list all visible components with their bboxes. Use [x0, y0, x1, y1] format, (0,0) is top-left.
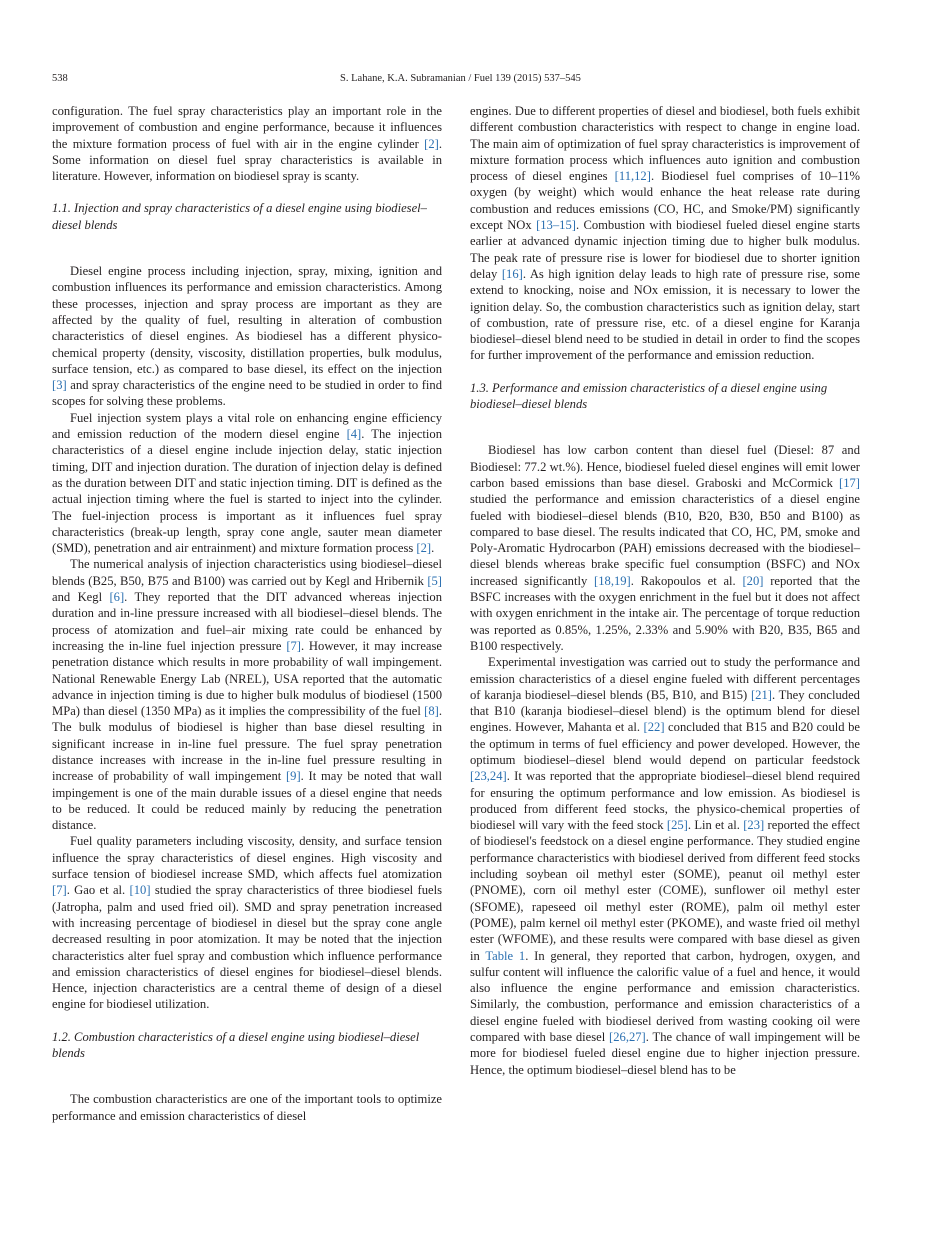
citation-link[interactable]: [22]: [643, 720, 665, 735]
citation-link[interactable]: [10]: [129, 883, 151, 898]
page-header: [52, 71, 869, 87]
citation-link[interactable]: [7]: [52, 883, 67, 898]
citation-link[interactable]: [13–15]: [536, 218, 576, 233]
citation-link[interactable]: [3]: [52, 378, 67, 393]
paragraph: Diesel engine process including injection, spray, mixing, ignition and combustion influences its performance and emission characteristics. Among these processes, injection and spray process are important as they are affected by the quality of fuel, resulting in alteration of combustion characteristics of diesel engines. As biodiesel has a different physico-chemical property (density, viscosity, distillation properties, bulk modulus, surface tension, etc.) as compared to base diesel, its effect on the injection [3] and spray characteristics of the engine need to be studied in order to find scopes for solving these problems.: [52, 264, 442, 409]
citation-link[interactable]: [26,27]: [609, 1030, 646, 1045]
intro-paragraph: configuration. The fuel spray characteristics play an important role in the improvement of combustion and engine performance, because it influences the mixture formation process of fuel with air in the engine cylinder [2]. Some information on diesel fuel spray characteristics is available in literature. However, information on biodiesel spray is scanty.: [52, 104, 442, 184]
citation-link[interactable]: [5]: [427, 573, 442, 588]
citation-link[interactable]: [25]: [666, 818, 688, 833]
paragraph: Fuel quality parameters including viscosity, density, and surface tension influence the spray characteristics of diesel engines. High viscosity and surface tension of biodiesel increase SMD, which affects fuel atomization [7]. Gao et al. [10] studied the spray characteristics of three biodiesel fuels (Jatropha, palm and used fried oil). SMD and spray penetration increased with increasing percentage of biodiesel in diesel but the spray cone angle decreased resulting in poor atomization. It may be noted that the injection characteristics alter fuel spray and combustion which influence performance and emission characteristics of diesel engines for biodiesel–diesel blends. Hence, injection characteristics are a central theme of design of a diesel engine for biodiesel utilization.: [52, 834, 442, 1012]
citation-link[interactable]: [9]: [285, 769, 301, 784]
citation-link[interactable]: [8]: [424, 704, 439, 719]
running-head: S. Lahane, K.A. Subramanian / Fuel 139 (2015) 537–545: [340, 73, 581, 84]
citation-link[interactable]: [2]: [424, 136, 439, 151]
section-heading-1-3: 1.3. Performance and emission characteristics of a diesel engine using biodiesel–diesel blends: [470, 380, 828, 412]
citation-link[interactable]: [20]: [742, 573, 764, 588]
section-heading-1-1: 1.1. Injection and spray characteristics of a diesel engine using biodiesel–diesel blends: [52, 201, 427, 232]
citation-link[interactable]: [6]: [109, 590, 125, 605]
citation-link[interactable]: [4]: [346, 427, 362, 442]
citation-link[interactable]: [23]: [743, 818, 765, 833]
page-number: 538: [52, 73, 68, 84]
section-heading-1-2: 1.2. Combustion characteristics of a diesel engine using biodiesel–diesel blends: [52, 1029, 420, 1061]
citation-link[interactable]: [7]: [286, 638, 301, 653]
paragraph: Biodiesel has low carbon content than diesel fuel (Diesel: 87 and Biodiesel: 77.2 wt.%). Hence, biodiesel fueled diesel engines will emit lower carbon based emissions than base diesel. Graboski and McCormick [17] studied the performance and emission characteristics of a diesel engine fueled with biodiesel–diesel blends (B10, B20, B30, B50 and B100) as compared to base diesel. The results indicated that CO, HC, PM, smoke and Poly-Aromatic Hydrocarbon (PAH) emissions decreased with the biodiesel–diesel blends whereas brake specific fuel consumption (BSFC) and NOx increased significantly [18,19]. Rakopoulos et al. [20] reported that the BSFC increases with the oxygen enrichment in the fuel but it does not affect with oxygen enrichment in the intake air. The percentage of torque reduction was reported as 0.85%, 1.25%, 2.33% and 5.90% with B20, B35, B65 and B100 respectively.: [470, 443, 860, 653]
citation-link[interactable]: [11,12]: [614, 169, 651, 184]
left-column: [52, 103, 442, 1124]
paragraph: Experimental investigation was carried out to study the performance and emission characteristics of a diesel engine fueled with different percentages of karanja biodiesel–diesel blends (B5, B10, and B15) [21]. They concluded that B10 (karanja biodiesel–diesel blend) is the optimum blend for diesel engines. However, Mahanta et al. [22] concluded that B15 and B20 could be the optimum in terms of fuel efficiency and power developed. However, the optimum biodiesel–diesel blend would depend on particular feedstock [23,24]. It was reported that the appropriate biodiesel–diesel blend required for ensuring the optimum performance and low emission. As biodiesel is produced from different feed stocks, the physico-chemical properties of biodiesel will vary with the feed stock [25]. Lin et al. [23] reported the effect of biodiesel's feedstock on a diesel engine performance. They studied engine performance characteristics with biodiesel derived from different feed stocks including soybean oil methyl ester (SOME), peanut oil methyl ester (PNOME), corn oil methyl ester (COME), sunflower oil methyl ester (SFOME), rapeseed oil methyl ester (ROME), palm oil methyl ester (POME), palm kernel oil methyl ester (PKOME), and waste fried oil methyl ester (WFOME), and these results were compared with base diesel as given in Table 1. In general, they reported that carbon, hydrogen, oxygen, and sulfur content will influence the calorific value of a fuel and hence, it would also influence the engine performance and emission characteristics. Similarly, the combustion, performance and emission characteristics of a diesel engine fueled with biodiesel derived from wasting cooking oil were compared with base diesel [26,27]. The chance of wall impingement will be more for biodiesel fueled diesel engine due to higher injection pressure. Hence, the optimum biodiesel–diesel blend has to be: [470, 655, 861, 1077]
citation-link[interactable]: [18,19]: [594, 573, 631, 588]
citation-link[interactable]: [21]: [750, 687, 772, 702]
citation-link[interactable]: [23,24]: [470, 769, 507, 784]
citation-link[interactable]: [2]: [416, 541, 432, 556]
paragraph: The combustion characteristics are one of the important tools to optimize performance and emission characteristics of diesel: [52, 1092, 442, 1123]
citation-link[interactable]: [16]: [501, 266, 523, 281]
continuation-paragraph: engines. Due to different properties of diesel and biodiesel, both fuels exhibit different combustion characteristics with respect to change in engine load. The main aim of optimization of fuel spray characteristics is improvement of mixture formation process which influences auto ignition and combustion process of diesel engines [11,12]. Biodiesel fuel comprises of 10–11% oxygen (by weight) which would enhance the heat release rate during combustion and reduces emissions (CO, HC, and Smoke/PM) significantly except NOx [13–15]. Combustion with biodiesel fueled diesel engine starts earlier at advanced dynamic injection timing due to higher bulk modulus. The peak rate of pressure rise is lower for biodiesel due to shorter ignition delay [16]. As high ignition delay leads to high rate of pressure rise, some extend to knocking, noise and NOx emission, it is necessary to lower the ignition delay. So, the combustion characteristics such as ignition delay, start of combustion, rate of pressure rise, etc. of a diesel engine for Karanja biodiesel–diesel blend need to be studied in detail in order to find the scopes for further improvement of the performance and emission reduction.: [470, 104, 860, 363]
paragraph: The numerical analysis of injection characteristics using biodiesel–diesel blends (B25, B50, B75 and B100) was carried out by Kegl and Hribernik [5] and Kegl [6]. They reported that the DIT advanced whereas injection duration and in-line pressure increased with all biodiesel–diesel blends. The process of atomization and fuel–air mixing rate could be enhanced by increasing the in-line fuel injection pressure [7]. However, it may increase penetration distance which results in more probability of wall impingement. National Renewable Energy Lab (NREL), USA reported that the automatic advance in injection timing is due to higher bulk modulus of biodiesel (1500 MPa) than diesel (1350 MPa) as it implies the compressibility of the fuel [8]. The bulk modulus of biodiesel is higher than base diesel resulting in significant increase in in-line fuel pressure. The fuel spray penetration distance increases with increase in the in-line fuel pressure resulting in increase of probability of wall impingement [9]. It may be noted that wall impingement is one of the main durable issues of a diesel engine that needs to be reduced. It could be reduced mainly by reducing the penetration distance.: [52, 557, 442, 833]
citation-link[interactable]: [17]: [839, 475, 860, 490]
paragraph: Fuel injection system plays a vital role on enhancing engine efficiency and emission reduction of the modern diesel engine [4]. The injection characteristics of a diesel engine include injection delay, static injection timing, DIT and injection duration. The duration of injection delay is defined as the duration between DIT and static injection timing. DIT is defined as the actual injection timing where the fuel is started to inject into the cylinder. The fuel-injection process is important as it influences fuel spray characteristics (break-up length, spray cone angle, sauter mean diameter (SMD), penetration and air entrainment) and mixture formation process [2].: [52, 410, 443, 556]
right-column: [470, 103, 860, 1078]
citation-link[interactable]: Table 1: [485, 948, 526, 963]
